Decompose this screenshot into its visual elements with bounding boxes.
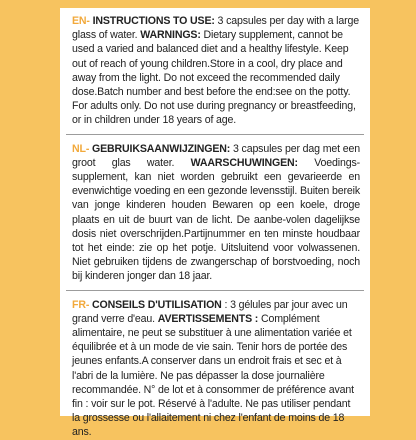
label-card — [60, 8, 370, 439]
section-en — [72, 14, 360, 128]
nl-warnings-text: Voedings-supplement, kan niet worden gebruikt een gevarieerde en evenwichtige voeding en een gezonde levensstijl. Buiten bereik van jonge kinderen houden Bewaren op een koele, droge plaats en uit de buurt van de licht. De aanbe-volen dagelijkse dosis niet overschrijden.Partijnummer en ten minste houdbaar tot het einde: zie op het potje. Uitsluitend voor volwassenen. Niet gebruiken tijdens de zwangerschap of borstvoeding, noch bij kinderen jonger dan 18 jaar. — [72, 156, 360, 283]
fr-warnings-text: Complément alimentaire, ne peut se substituer à une alimentation variée et équilibrée et à un mode de vie sain. Tenir hors de portée des jeunes enfants.A conserver dans un endroit frais et sec et à l'abri de la lumière. Ne pas dépasser la dose journalière recommandée. N° de lot et à consommer de préférence avant fin : voir sur le pot. Réservé à l'adulte. Ne pas utiliser pendant la grossesse ou l'allaitement ni chez l'enfant de moins de 18 ans. — [72, 312, 354, 439]
fr-warnings-heading: AVERTISSEMENTS : — [157, 312, 259, 325]
section-nl — [72, 142, 360, 284]
nl-instructions-heading: GEBRUIKSAANWIJZINGEN: — [92, 142, 231, 155]
en-warnings-heading: WARNINGS: — [140, 29, 201, 42]
fr-instructions-heading: CONSEILS D'UTILISATION — [92, 298, 222, 311]
nl-warnings-heading: WAARSCHUWINGEN: — [190, 156, 298, 169]
nl-instructions-text: 3 capsules per dag met een groot glas water. — [72, 142, 361, 169]
lang-code-nl: NL- — [72, 142, 90, 155]
section-fr — [72, 298, 360, 440]
lang-code-en: EN- — [72, 15, 90, 27]
en-warnings-text: Dietary supplement, cannot be used a varied and balanced diet and a healthy lifestyle. Keep out of reach of young children.Store in a cool, dry place and away from the light. Do not exceed the recommended daily dose.Batch number and best before the end:see on the potty. For adults only. Do not use during pregnancy or breastfeeding, or in children under 18 years of age. — [72, 29, 356, 127]
divider — [66, 290, 364, 291]
fr-instructions-text: : 3 gélules par jour avec un grand verre d'eau. — [72, 298, 348, 325]
en-instructions-text: 3 capsules per day with a large glass of water. — [72, 15, 359, 42]
divider — [66, 134, 364, 135]
lang-code-fr: FR- — [72, 298, 90, 311]
en-instructions-heading: INSTRUCTIONS TO USE: — [92, 15, 215, 27]
